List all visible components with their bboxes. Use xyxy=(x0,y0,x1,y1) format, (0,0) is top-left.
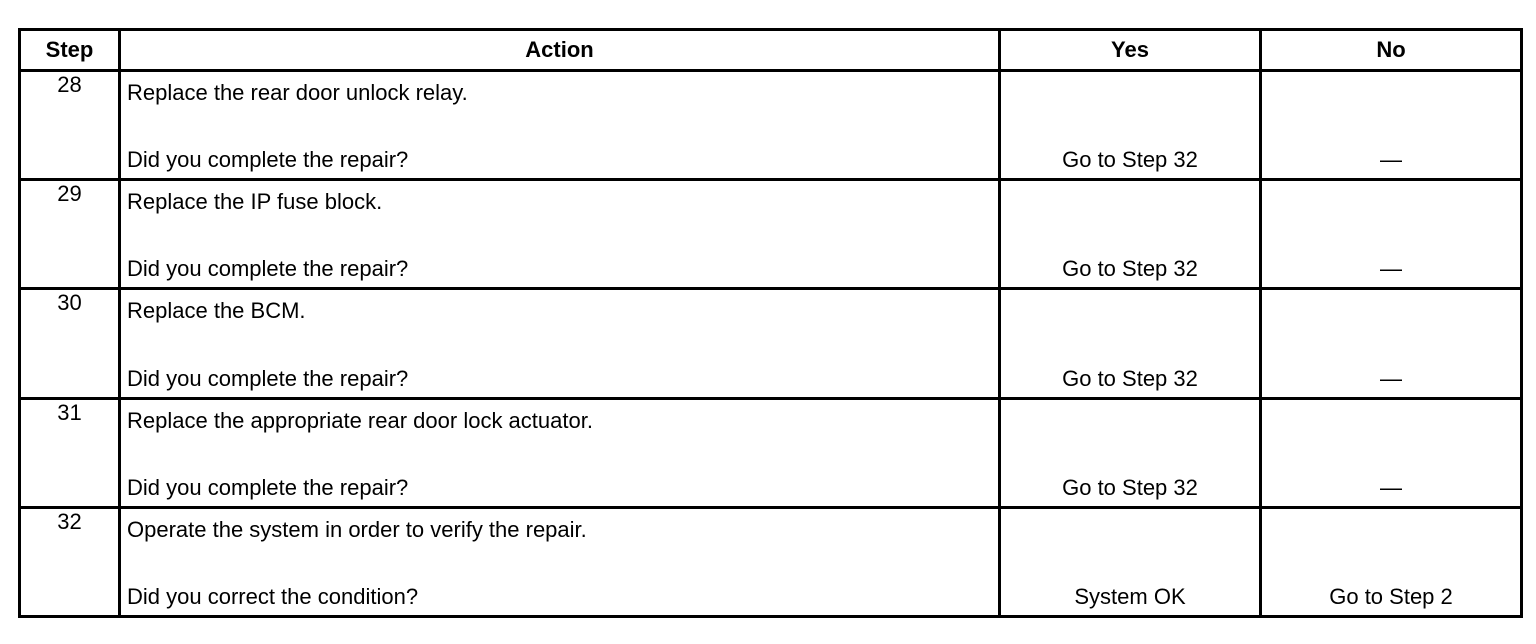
no-cell xyxy=(1261,398,1522,507)
no-result: — xyxy=(1380,365,1402,391)
yes-cell xyxy=(1000,289,1261,398)
diagnostic-table xyxy=(18,28,1523,618)
table-row xyxy=(20,507,1522,616)
no-result: Go to Step 2 xyxy=(1329,584,1453,609)
yes-cell xyxy=(1000,398,1261,507)
action-question: Did you correct the condition? xyxy=(127,584,419,609)
yes-result: System OK xyxy=(1074,584,1186,609)
step-number: 31 xyxy=(20,398,120,507)
action-question: Did you complete the repair? xyxy=(127,474,409,500)
step-number: 29 xyxy=(20,180,120,289)
table-row xyxy=(20,180,1522,289)
yes-cell xyxy=(1000,71,1261,180)
yes-result: Go to Step 32 xyxy=(1062,365,1198,391)
yes-result: Go to Step 32 xyxy=(1062,256,1198,282)
step-number: 32 xyxy=(20,507,120,616)
no-result: — xyxy=(1380,147,1402,173)
no-result: — xyxy=(1380,256,1402,282)
step-number: 28 xyxy=(20,71,120,180)
action-cell xyxy=(120,398,1000,507)
action-text: Replace the IP fuse block. xyxy=(127,189,383,215)
header-yes: Yes xyxy=(1000,30,1261,71)
action-question: Did you complete the repair? xyxy=(127,147,409,173)
action-text: Replace the BCM. xyxy=(127,298,306,324)
no-result: — xyxy=(1380,474,1402,500)
no-cell xyxy=(1261,289,1522,398)
action-cell xyxy=(120,71,1000,180)
header-step: Step xyxy=(20,30,120,71)
header-action: Action xyxy=(120,30,1000,71)
yes-result: Go to Step 32 xyxy=(1062,147,1198,173)
step-number: 30 xyxy=(20,289,120,398)
table-row xyxy=(20,71,1522,180)
table-row xyxy=(20,398,1522,507)
yes-cell xyxy=(1000,507,1261,616)
action-cell xyxy=(120,507,1000,616)
action-text: Replace the rear door unlock relay. xyxy=(127,80,468,105)
no-cell xyxy=(1261,507,1522,616)
no-cell xyxy=(1261,71,1522,180)
header-no: No xyxy=(1261,30,1522,71)
table-header-row xyxy=(20,30,1522,71)
yes-cell xyxy=(1000,180,1261,289)
no-cell xyxy=(1261,180,1522,289)
yes-result: Go to Step 32 xyxy=(1062,474,1198,500)
action-text: Operate the system in order to verify the repair. xyxy=(127,516,587,542)
action-cell xyxy=(120,180,1000,289)
action-question: Did you complete the repair? xyxy=(127,365,409,391)
action-cell xyxy=(120,289,1000,398)
action-text: Replace the appropriate rear door lock actuator. xyxy=(127,407,593,433)
action-question: Did you complete the repair? xyxy=(127,256,409,282)
table-row xyxy=(20,289,1522,398)
